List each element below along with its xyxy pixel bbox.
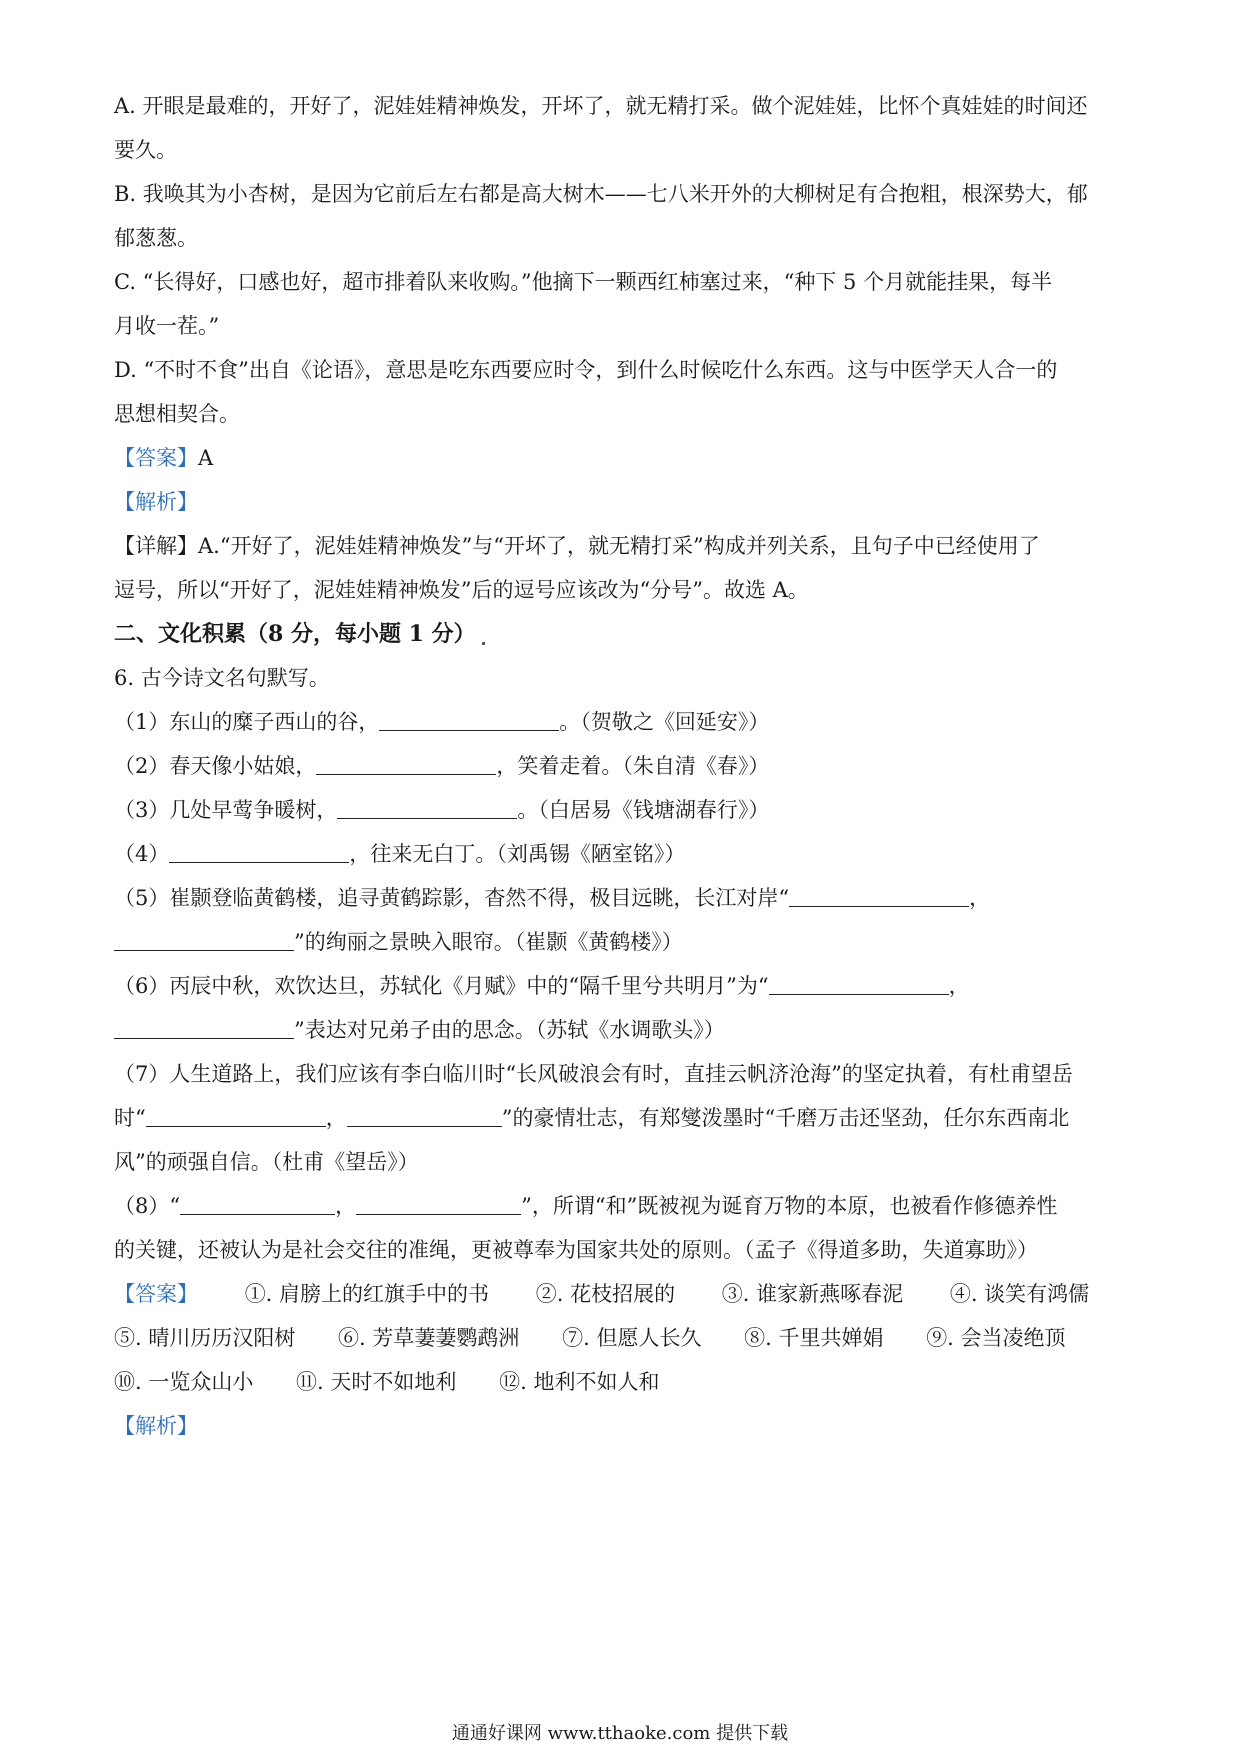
section-2-heading [114,610,1126,659]
q6-sub1: （1）东山的糜子西山的谷， 。（贺敬之《回延安》） [114,710,770,734]
answer-blank [180,1192,335,1215]
answer-blank [347,1104,502,1127]
answer-item: ⑫. 地利不如人和 [499,1370,660,1394]
answer-6-row2 [114,1314,1126,1363]
answer-item: ⑩. 一览众山小 [114,1370,254,1394]
option-a-line1: A. 开眼是最难的，开好了，泥娃娃精神焕发，开坏了，就无精打采。做个泥娃娃，比怀个真娃娃的时间还 [114,94,1088,118]
q6-sub3: （3）几处早莺争暖树， 。（白居易《钱塘湖春行》） [114,798,770,822]
analysis-6 [114,1402,1126,1451]
q6-sub8-line1: （8）“ ， ”，所谓“和”既被视为诞育万物的本原，也被看作修德养性 [114,1194,1058,1218]
answer-blank [316,752,496,775]
option-c-line1: C. “长得好，口感也好，超市排着队来收购。”他摘下一颗西红柿塞过来，“种下 5 个月就能挂果，每半 [114,270,1053,294]
answer-item: ⑦. 但愿人长久 [562,1326,702,1350]
answer-5 [114,434,1126,483]
answer-blank [379,708,559,731]
detail-5-line1 [114,522,1126,571]
option-b-line2: 郁葱葱。 [114,226,198,250]
q6-sub7-line1: （7）人生道路上，我们应该有李白临川时“长风破浪会有时，直挂云帆济沧海”的坚定执着，有杜甫望岳 [114,1062,1073,1086]
analysis-tag: 【解析】 [114,490,198,514]
answer-blank [169,840,349,863]
answer-item: ⑥. 芳草萋萋鹦鹉洲 [338,1326,520,1350]
q6-sub6-line2: ”表达对兄弟子由的思念。（苏轼《水调歌头》） [114,1006,1126,1055]
answer-item: ⑧. 千里共婵娟 [744,1326,884,1350]
option-c-line2: 月收一茬。” [114,314,220,338]
question-6-stem: 6. 古今诗文名句默写。 [114,666,330,690]
answer-blank [146,1104,326,1127]
answer-value: A [198,446,214,470]
answer-6-row1 [114,1270,1126,1319]
answer-blank [789,884,969,907]
answer-item: ⑨. 会当凌绝顶 [926,1326,1066,1350]
answer-blank [114,928,294,951]
analysis-5 [114,478,1126,527]
answer-item: ①. 肩膀上的红旗手中的书 [244,1282,490,1306]
answer-item: ②. 花枝招展的 [535,1282,676,1306]
q6-sub5-line1: （5）崔颢登临黄鹤楼，追寻黄鹤踪影，杳然不得，极目远眺，长江对岸“ ， [114,886,991,910]
answer-blank [356,1192,521,1215]
answer-blank [769,972,949,995]
answer-blank [114,1016,294,1039]
q6-sub4: （4） ，往来无白丁。（刘禹锡《陋室铭》） [114,842,686,866]
q6-sub7-line2: 时“ ， ”的豪情壮志，有郑燮泼墨时“千磨万击还坚劲，任尔东西南北 [114,1106,1070,1130]
q6-sub7-line3: 风”的顽强自信。（杜甫《望岳》） [114,1150,419,1174]
answer-tag: 【答案】 [114,1282,198,1306]
page-footer: 通通好课网 www.tthaoke.com 提供下载 [451,1723,789,1744]
answer-item: ④. 谈笑有鸿儒 [949,1282,1090,1306]
answer-6-row3 [114,1358,1126,1407]
option-d-line1: D. “不时不食”出自《论语》，意思是吃东西要应时令，到什么时候吃什么东西。这与中医学天人合一的 [114,358,1058,382]
q6-sub6-line1: （6）丙辰中秋，欢饮达旦，苏轼化《月赋》中的“隔千里兮共明月”为“ ， [114,974,970,998]
q6-sub2: （2）春天像小姑娘， ，笑着走着。（朱自清《春》） [114,754,770,778]
option-a-line2: 要久。 [114,138,177,162]
section-2-title: 二、文化积累（8 分，每小题 1 分） [114,621,476,647]
answer-tag: 【答案】 [114,446,198,470]
q6-sub8-line2: 的关键，还被认为是社会交往的准绳，更被尊奉为国家共处的原则。（孟子《得道多助，失道寡助》） [114,1238,1038,1262]
answer-item: ③. 谁家新燕啄春泥 [721,1282,904,1306]
q6-sub5-line2: ”的绚丽之景映入眼帘。（崔颢《黄鹤楼》） [114,918,1126,967]
answer-item: ⑪. 天时不如地利 [296,1370,457,1394]
option-b-line1: B. 我唤其为小杏树，是因为它前后左右都是高大树木——七八米开外的大柳树足有合抱粗，根深势大，郁 [114,182,1088,206]
answer-item: ⑤. 晴川历历汉阳树 [114,1326,296,1350]
analysis-tag: 【解析】 [114,1414,198,1438]
detail-tag: 【详解】 [114,534,198,558]
option-d-line2: 思想相契合。 [114,402,240,426]
answer-blank [337,796,517,819]
detail-text-1: A.“开好了，泥娃娃精神焕发”与“开坏了，就无精打采”构成并列关系，且句子中已经使用了 [198,534,1040,558]
detail-5-line2: 逗号，所以“开好了，泥娃娃精神焕发”后的逗号应该改为“分号”。故选 A。 [114,578,809,602]
